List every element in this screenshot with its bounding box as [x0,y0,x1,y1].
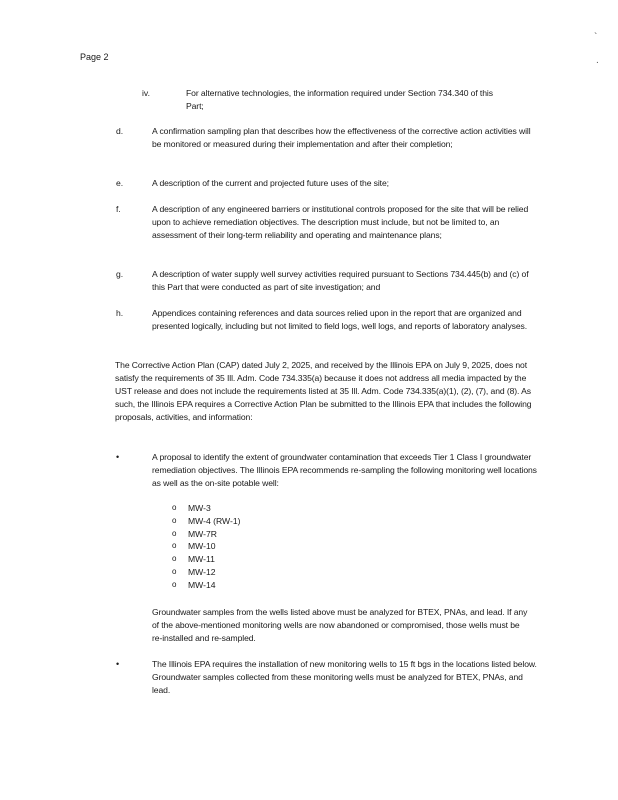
list-item-label: h. [116,308,124,318]
well-list-mark: o [172,541,177,551]
bullet-mark: • [116,659,120,669]
well-list-mark: o [172,528,177,538]
well-followup-text: Groundwater samples from the wells listed above must be analyzed for BTEX, PNAs, and lead. If any of the above-mentioned monitoring wells are now abandoned or compromised, those wells must be re-installed and re-sampled. [152,607,528,643]
well-name: MW-4 (RW-1) [188,515,241,526]
bullet-mark: • [116,452,120,462]
list-item-text: A confirmation sampling plan that describes how the effectiveness of the corrective action activities will be monitored or measured during their implementation and after their completion; [152,126,531,149]
well-list-item [172,528,241,541]
body-paragraph: The Corrective Action Plan (CAP) dated July 2, 2025, and received by the Illinois EPA on July 9, 2025, does not satisfy the requirements of 35 Ill. Adm. Code 734.335(a) because it does not address all media impacted by the UST release and does not include the requirements listed at 35 Ill. Adm. Code 734.335(a)(1), (2), (7), and (8). As such, the Illinois EPA requires a Corrective Action Plan be submitted to the Illinois EPA that includes the following proposals, activities, and information: [115,360,532,422]
well-name: MW-14 [188,579,216,590]
well-list-item [172,553,241,566]
well-list-item [172,540,241,553]
scan-mark: . [596,55,599,66]
list-item-label: e. [116,178,124,188]
list-item-text: For alternative technologies, the information required under Section 734.340 of this Part; [186,88,493,111]
well-list-mark: o [172,515,177,525]
well-list-mark: o [172,566,177,576]
well-list-mark: o [172,503,177,512]
list-item-text: A description of water supply well survey activities required pursuant to Sections 734.445(b) and (c) of this Part that were conducted as part of site investigation; and [152,269,529,292]
well-list-mark: o [172,554,177,564]
list-item-label: iv. [142,88,150,98]
list-item-text: A description of any engineered barriers or institutional controls proposed for the site that will be relied upon to achieve remediation objectives. The description must include, but not be limited to, an assessment of their long-term reliability and operating and maintenance plans; [152,204,529,240]
well-name: MW-7R [188,528,217,539]
list-item-label: g. [116,269,124,279]
list-item-label: f. [116,204,121,214]
well-name: MW-3 [188,503,211,513]
well-list-item [172,515,241,528]
page-label: Page 2 [80,52,109,62]
well-list-mark: o [172,579,177,589]
well-name: MW-12 [188,566,216,577]
well-list [172,502,241,592]
list-item-text: Appendices containing references and data sources relied upon in the report that are organized and presented logically, including but not limited to field logs, well logs, and reports of laboratory analyses. [152,308,528,331]
bullet-text: The Illinois EPA requires the installation of new monitoring wells to 15 ft bgs in the locations listed below. Groundwater samples collected from these monitoring wells must be analyzed for BTEX, PNAs, and lead. [152,659,537,695]
well-list-item [172,502,241,515]
list-item-label: d. [116,126,124,136]
well-name: MW-10 [188,541,216,552]
scan-mark: ` [594,32,598,43]
list-item-text: A description of the current and projected future uses of the site; [152,178,389,188]
well-name: MW-11 [188,554,215,565]
well-list-item [172,579,241,592]
bullet-text: A proposal to identify the extent of groundwater contamination that exceeds Tier 1 Class I groundwater remediation objectives. The Illinois EPA recommends re-sampling the following monitoring well locations as well as the on-site potable well: [152,452,537,488]
well-list-item [172,566,241,579]
